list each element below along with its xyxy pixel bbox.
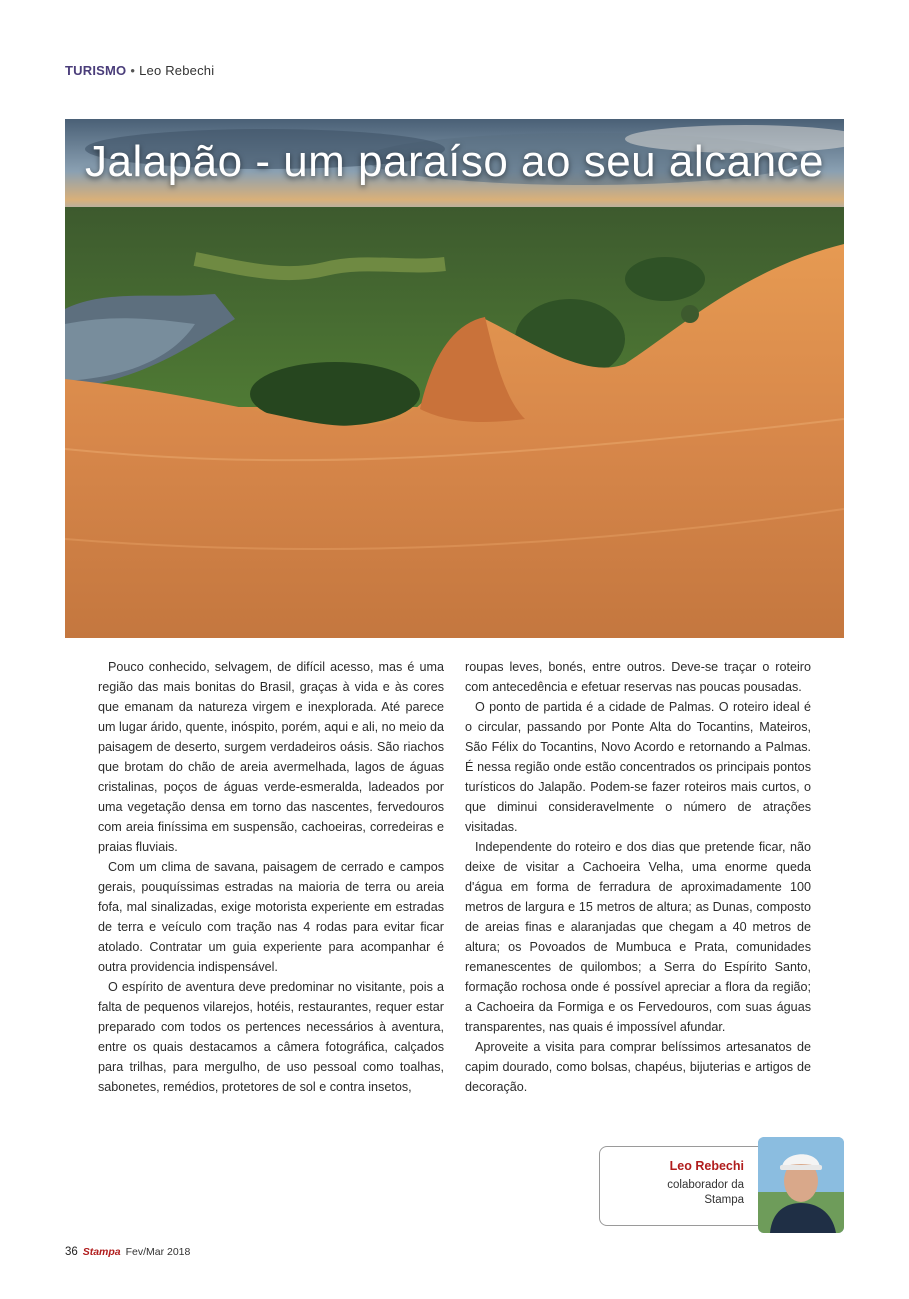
article-column-left [98, 657, 444, 1097]
paragraph: Com um clima de savana, paisagem de cerrado e campos gerais, pouquíssimas estradas na maioria de terra ou areia fofa, mal sinalizadas, exige motorista experiente em estradas de terra e veículo com tração nas 4 rodas para evitar ficar atolado. Contratar um guia experiente para acompanhar é outra providencia indispensável. [98, 860, 444, 974]
dune-landscape-image [65, 119, 844, 638]
author-box [599, 1146, 781, 1226]
issue-date: Fev/Mar 2018 [125, 1246, 191, 1258]
paragraph-continuation: roupas leves, bonés, entre outros. Deve-se traçar o roteiro com antecedência e efetuar reservas nas poucas pousadas. [465, 660, 811, 694]
paragraph: Independente do roteiro e dos dias que pretende ficar, não deixe de visitar a Cachoeira Velha, uma enorme queda d'água em forma de ferradura de aproximadamente 100 metros de largura e 15 metros de altura; as Dunas, composto de areias finas e alaranjadas que chegam a 40 metros de altura; os Povoados de Mumbuca e Prata, comunidades remanescentes de quilombos; a Serra do Espírito Santo, formação rochosa onde é possível apreciar a flora da região; a Cachoeira da Formiga e os Fervedouros, com suas águas transparentes, nas quais é impossível afundar. [465, 840, 811, 1034]
page-header [65, 63, 214, 78]
avatar [758, 1137, 844, 1233]
article-title: Jalapão - um paraíso ao seu alcance [84, 137, 825, 186]
page-footer [65, 1246, 190, 1258]
magazine-brand: Stampa [82, 1246, 121, 1258]
paragraph: Aproveite a visita para comprar belíssimos artesanatos de capim dourado, como bolsas, chapéus, bijuterias e artigos de decoração. [465, 1040, 811, 1094]
header-separator: • [130, 63, 136, 78]
hero-photo [65, 119, 844, 638]
author-name: Leo Rebechi [669, 1159, 744, 1173]
page-number: 36 [65, 1246, 78, 1258]
paragraph: O ponto de partida é a cidade de Palmas. O roteiro ideal é o circular, passando por Ponte Alta do Tocantins, Mateiros, São Félix do Tocantins, Novo Acordo e retornando a Palmas. É nessa região onde estão concentrados os principais pontos turísticos do Jalapão. Podem-se fazer roteiros mais curtos, o que diminui consideravelmente o número de atrações visitadas. [465, 700, 811, 834]
paragraph: O espírito de aventura deve predominar no visitante, pois a falta de pequenos vilarejos, hotéis, restaurantes, requer estar preparado com todos os pertences necessários à aventura, entre os quais destacamos a câmera fotográfica, calçados para trilhas, para mergulho, de uso pessoal como toalhas, sabonetes, remédios, protetores de sol e contra insetos, [98, 980, 444, 1094]
section-label: TURISMO [65, 63, 127, 78]
paragraph: Pouco conhecido, selvagem, de difícil acesso, mas é uma região das mais bonitas do Brasil, graças à vida e às cores que emanam da natureza virgem e inexplorada. Até parece um lugar árido, quente, inóspito, porém, aqui e ali, no meio da paisagem de deserto, surgem verdadeiros oásis. São riachos que brotam do chão de areia avermelhada, lagos de águas cristalinas, poços de águas verde-esmeralda, ladeados por uma vegetação densa em torno das nascentes, fervedouros com areia finíssima em suspensão, cachoeiras, corredeiras e praias fluviais. [98, 660, 444, 854]
article-column-right [465, 657, 811, 1097]
header-author: Leo Rebechi [139, 63, 215, 78]
author-photo [758, 1137, 844, 1233]
author-role: colaborador da Stampa [667, 1179, 744, 1206]
